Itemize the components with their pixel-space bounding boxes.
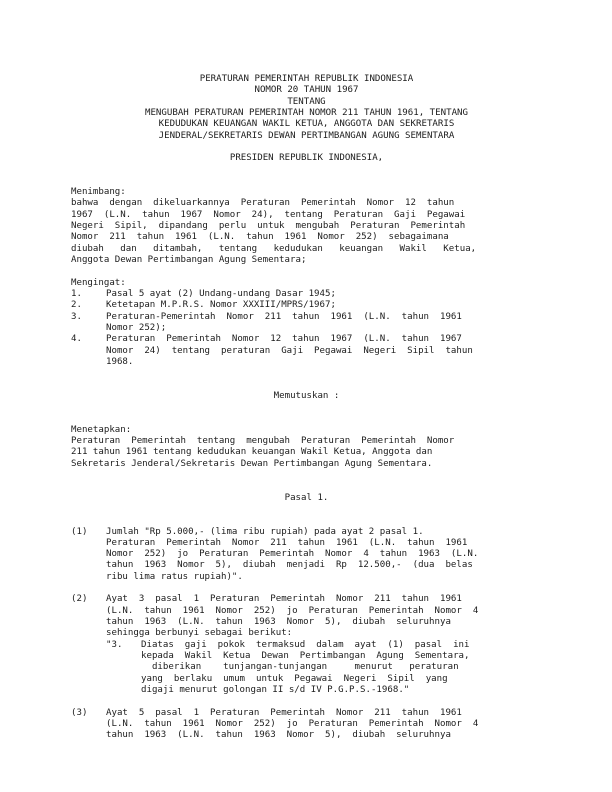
text-line: diberikan tunjangan-tunjangan menurut peraturan [141,662,459,673]
menimbang-line: Nomor 211 tahun 1961 (L.N. tahun 1961 Nomor 252) sebagaimana [71,232,449,243]
text-line: tahun 1963 Nomor 5), diubah menjadi Rp 12.500,- (dua belas [106,560,473,571]
text-line: Nomor 24) tentang peraturan Gaji Pegawai Negeri Sipil tahun [106,345,473,356]
menimbang-line: 1967 (L.N. tahun 1967 Nomor 24), tentang Peraturan Gaji Pegawai [71,209,466,220]
title-line-2: NOMOR 20 TAHUN 1967 [254,85,359,96]
text-line: tahun 1963 (L.N. tahun 1963 Nomor 5), diubah seluruhnya [106,617,451,627]
spacer [71,402,542,425]
list-marker: 3. [71,311,82,322]
memutuskan-heading: Memutuskan : [273,390,340,401]
title-line-5: KEDUDUKAN KEUANGAN WAKIL KETUA, ANGGOTA DAN SEKRETARIS [158,119,455,130]
spacer [71,504,542,527]
list-item-text [106,289,542,300]
spacer [71,368,542,391]
list-item-text [106,334,542,368]
text-line: yang berlaku umum untuk Pegawai Negeri Sipil yang [141,673,448,684]
mengingat-section [71,278,542,369]
mengingat-item [71,289,542,300]
list-item-text [106,312,542,335]
menimbang-line: bahwa dengan dikeluarkannya Peraturan Pemerintah Nomor 12 tahun [71,198,455,209]
text-line: Ayat 5 pasal 1 Peraturan Pemerintah Nomor 211 tahun 1961 [106,707,462,718]
ayat-marker: (3) [71,707,88,718]
title-line-3: TENTANG [287,96,326,107]
text-line: Pasal 5 ayat (2) Undang-undang Dasar 1945; [106,288,336,299]
list-marker: 1. [71,288,82,299]
authority-line: PRESIDEN REPUBLIK INDONESIA, [229,153,384,164]
text-line: 1968. [106,356,134,367]
spacer [71,266,542,277]
spacer [71,696,542,707]
title-line-1: PERATURAN PEMERINTAH REPUBLIK INDONESIA [199,74,414,84]
menetapkan-line: 211 tahun 1961 tentang kedudukan keuangan Wakil Ketua, Anggota dan [71,447,433,458]
menimbang-label: Menimbang: [71,187,126,198]
ayat-marker: (1) [71,526,88,537]
text-line: Peraturan-Pemerintah Nomor 211 tahun 1961 (L.N. tahun 1961 [106,311,462,322]
text-line: sehingga berbunyi sebagai berikut: [106,628,293,639]
text-line: Ketetapan M.P.R.S. Nomor XXXIII/MPRS/1967; [106,300,336,311]
text-line: Nomor 252) jo Peraturan Pemerintah Nomor 4 tahun 1963 (L.N. [106,549,479,560]
title-block [71,74,542,142]
title-line-6: JENDERAL/SEKRETARIS DEWAN PERTIMBANGAN AGUNG SEMENTARA [158,130,455,141]
list-marker: 4. [71,334,82,345]
menetapkan-label: Menetapkan: [71,424,132,435]
document-body [71,74,542,741]
menimbang-line: diubah dan ditambah, tentang kedudukan keuangan Wakil Ketua, [71,243,477,254]
spacer [71,165,542,188]
ayat-item-2 [71,594,542,696]
text-line: Ayat 3 pasal 1 Peraturan Pemerintah Nomor 211 tahun 1961 [106,594,462,605]
subclause-marker: "3. [106,639,123,650]
text-line: kepada Wakil Ketua Dewan Pertimbangan Agung Sementara, [141,650,470,661]
text-line: digaji menurut golongan II s/d IV P.G.P.S.-1968." [141,684,410,695]
list-item-text [106,300,542,311]
ayat-text [106,708,542,742]
ayat-marker: (2) [71,594,88,605]
menetapkan-section [71,425,542,470]
text-line: tahun 1963 (L.N. tahun 1963 Nomor 5), diubah seluruhnya [106,730,451,741]
menetapkan-line: Peraturan Pemerintah tentang mengubah Peraturan Pemerintah Nomor [71,436,455,446]
text-line: Jumlah "Rp 5.000,- (lima ribu rupiah) pada ayat 2 pasal 1. [106,526,424,537]
spacer [71,583,542,594]
menimbang-section [71,187,542,266]
mengingat-item [71,312,542,335]
title-line-4: MENGUBAH PERATURAN PEMERINTAH NOMOR 211 TAHUN 1961, TENTANG [144,107,469,118]
text-line: Diatas gaji pokok termaksud dalam ayat (1) pasal ini [141,639,470,650]
ayat-text [106,594,542,696]
mengingat-label: Mengingat: [71,277,126,288]
ayat-item-1 [71,527,542,584]
menimbang-line: Anggota Dewan Pertimbangan Agung Sementara; [71,255,307,265]
list-marker: 2. [71,300,82,311]
spacer [71,470,542,493]
text-line: Peraturan Pemerintah Nomor 12 tahun 1967 (L.N. tahun 1967 [106,334,462,345]
text-line: (L.N. tahun 1961 Nomor 252) jo Peraturan Pemerintah Nomor 4 [106,718,479,729]
spacer [71,142,542,153]
pasal-heading: Pasal 1. [284,492,329,503]
text-line: Nomor 252); [106,322,167,333]
mengingat-item [71,300,542,311]
ayat-text [106,527,542,584]
text-line: (L.N. tahun 1961 Nomor 252) jo Peraturan Pemerintah Nomor 4 [106,605,479,616]
menetapkan-line: Sekretaris Jenderal/Sekretaris Dewan Pertimbangan Agung Sementara. [71,458,433,469]
mengingat-item [71,334,542,368]
ayat-2-subclause [106,640,542,697]
text-line: Peraturan Pemerintah Nomor 211 tahun 1961 (L.N. tahun 1961 [106,537,468,548]
menimbang-line: Negeri Sipil, dipandang perlu untuk mengubah Peraturan Pemerintah [71,221,466,232]
subclause-text [141,640,542,697]
text-line: ribu lima ratus rupiah)". [106,571,243,582]
ayat-item-3 [71,708,542,742]
